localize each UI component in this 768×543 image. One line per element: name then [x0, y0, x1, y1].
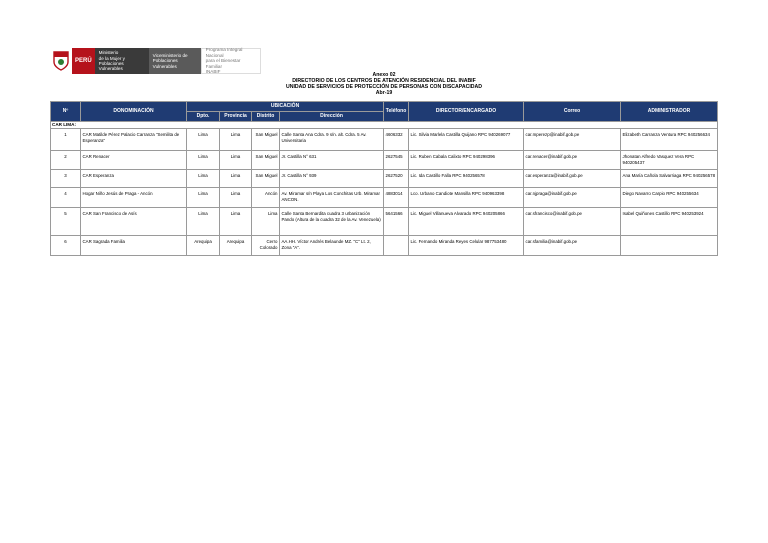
cell-name: CAR Renacer	[81, 151, 187, 170]
cell-num: 4	[51, 188, 81, 208]
header-num: Nº	[51, 102, 81, 122]
cell-direccion: Calle Santa Bernardita cuadra 3 urbanización Pando (Altura de la cuadra 32 de la Av. Venezuela)	[280, 208, 384, 236]
cell-telefono	[384, 236, 409, 256]
table-row	[51, 129, 718, 151]
cell-dpto: Lima	[187, 151, 220, 170]
cell-director: Lic. Miguel Villanueva Alvarado RPC 940205866	[409, 208, 524, 236]
cell-telefono: 2627520	[384, 170, 409, 188]
cell-telefono: 2627545	[384, 151, 409, 170]
document-titles	[0, 72, 768, 96]
cell-provincia: Arequipa	[220, 236, 252, 256]
cell-telefono: 4606332	[384, 129, 409, 151]
header-distrito: Distrito	[252, 112, 280, 122]
cell-name: Hogar Niño Jesús de Praga - Ancón	[81, 188, 187, 208]
cell-administrador: Ana María Cañola Salvarriaga RPC 940256578	[621, 170, 718, 188]
peru-coat-of-arms-icon	[50, 48, 72, 74]
inabif-logo	[50, 48, 261, 74]
cell-telefono: 4883014	[384, 188, 409, 208]
cell-direccion: Av. Miramar s/n Playa Los Conchitas Urb. Miramar ANCON.	[280, 188, 384, 208]
cell-email[interactable]: car.renacer@inabif.gob.pe	[524, 151, 621, 170]
cell-director: Lic. Fernando Miranda Reyes Celular 987753480	[409, 236, 524, 256]
logo-vice-ministry: Viceministerio de Poblaciones Vulnerables	[149, 48, 201, 74]
logo-ministry: Ministerio de la Mujer y Poblaciones Vulnerables	[95, 48, 149, 74]
cell-name: CAR Matilde Pérez Palacio Carranza "Semilita de Esperanza"	[81, 129, 187, 151]
cell-name: CAR Esperanza	[81, 170, 187, 188]
cell-dpto: Lima	[187, 188, 220, 208]
table-row	[51, 151, 718, 170]
header-denominacion: DONOMINACIÓN	[81, 102, 187, 122]
header-correo: Correo	[524, 102, 621, 122]
cell-direccion: Calle Santa Ana Cdra. 9 s/n. alt. Cdra. 5 Av. Universitaria	[280, 129, 384, 151]
table-row	[51, 188, 718, 208]
cell-name: CAR San Francisco de Asís	[81, 208, 187, 236]
cell-num: 5	[51, 208, 81, 236]
table-row	[51, 208, 718, 236]
cell-provincia: Lima	[220, 170, 252, 188]
cell-email[interactable]: car.sfamilia@inabif.gob.pe	[524, 236, 621, 256]
cell-num: 2	[51, 151, 81, 170]
cell-telefono: 5641566	[384, 208, 409, 236]
cell-email[interactable]: car.mperezp@inabif.gob.pe	[524, 129, 621, 151]
cell-distrito: San Miguel	[252, 151, 280, 170]
cell-director: Lco. Urbano Candiote Mansilla RPC 940963398	[409, 188, 524, 208]
cell-dpto: Arequipa	[187, 236, 220, 256]
cell-administrador: Jhonatan Alfredo Vasquez Vera RPC 940205437	[621, 151, 718, 170]
cell-num: 6	[51, 236, 81, 256]
cell-direccion: AA.HH. Víctor Andrés Belaunde MZ. "C" Lt. 2, Zona "A".	[280, 236, 384, 256]
cell-administrador: Isabel Quiñones Castillo RPC 940253924	[621, 208, 718, 236]
header-direccion: Dirección	[280, 112, 384, 122]
cell-administrador: Diego Navarro Carpio RPC 940255634	[621, 188, 718, 208]
cell-distrito: Cerro Colorado	[252, 236, 280, 256]
cell-distrito: San Miguel	[252, 170, 280, 188]
cell-provincia: Lima	[220, 188, 252, 208]
logo-country: PERÚ	[72, 48, 95, 74]
cell-email[interactable]: car.sfrancisco@inabif.gob.pe	[524, 208, 621, 236]
cell-direccion: Jr. Castilla N° 939	[280, 170, 384, 188]
header-administrador: ADMINISTRADOR	[621, 102, 718, 122]
cell-distrito: San Miguel	[252, 129, 280, 151]
header-provincia: Provincia	[220, 112, 252, 122]
cell-dpto: Lima	[187, 129, 220, 151]
date-label: Abr-19	[375, 90, 393, 97]
directory-title: DIRECTORIO DE LOS CENTROS DE ATENCIÓN RESIDENCIAL DEL INABIF	[292, 78, 476, 85]
cell-provincia: Lima	[220, 208, 252, 236]
logo-program: Programa Integral Nacional para el Bienestar Familiar INABIF	[201, 48, 261, 74]
annex-title: Anexo 02	[372, 72, 396, 78]
cell-distrito: Lima	[252, 208, 280, 236]
unit-title: UNIDAD DE SERVICIOS DE PROTECCIÓN DE PERSONAS CON DISCAPACIDAD	[285, 84, 483, 91]
cell-administrador: Elizabeth Carranza Ventura RPC 940256634	[621, 129, 718, 151]
cell-director: Lic. Silvia Marlela Castilla Quijano RPC 940269077	[409, 129, 524, 151]
directory-table	[50, 101, 718, 256]
group-label: CAR LIMA:	[51, 122, 718, 129]
cell-distrito: Ancón	[252, 188, 280, 208]
cell-dpto: Lima	[187, 170, 220, 188]
cell-direccion: Jr. Castilla N° 631	[280, 151, 384, 170]
cell-num: 3	[51, 170, 81, 188]
header-dpto: Dpto.	[187, 112, 220, 122]
header-ubicacion: UBICACIÓN	[187, 102, 384, 112]
cell-provincia: Lima	[220, 129, 252, 151]
cell-dpto: Lima	[187, 208, 220, 236]
cell-name: CAR Sagrada Familia	[81, 236, 187, 256]
table-row	[51, 170, 718, 188]
table-row	[51, 236, 718, 256]
cell-num: 1	[51, 129, 81, 151]
cell-director: Lic. Ruben Cabala Calixto RPC 940298396	[409, 151, 524, 170]
cell-email[interactable]: car.njpraga@inabif.gob.pe	[524, 188, 621, 208]
cell-email[interactable]: car.esperanza@inabif.gob.pe	[524, 170, 621, 188]
cell-provincia: Lima	[220, 151, 252, 170]
header-telefono: Teléfono	[384, 102, 409, 122]
cell-administrador	[621, 236, 718, 256]
header-director: DIRECTOR/ENCARGADO	[409, 102, 524, 122]
cell-director: Lic. Ida Castillo Falla RPC 940256578	[409, 170, 524, 188]
